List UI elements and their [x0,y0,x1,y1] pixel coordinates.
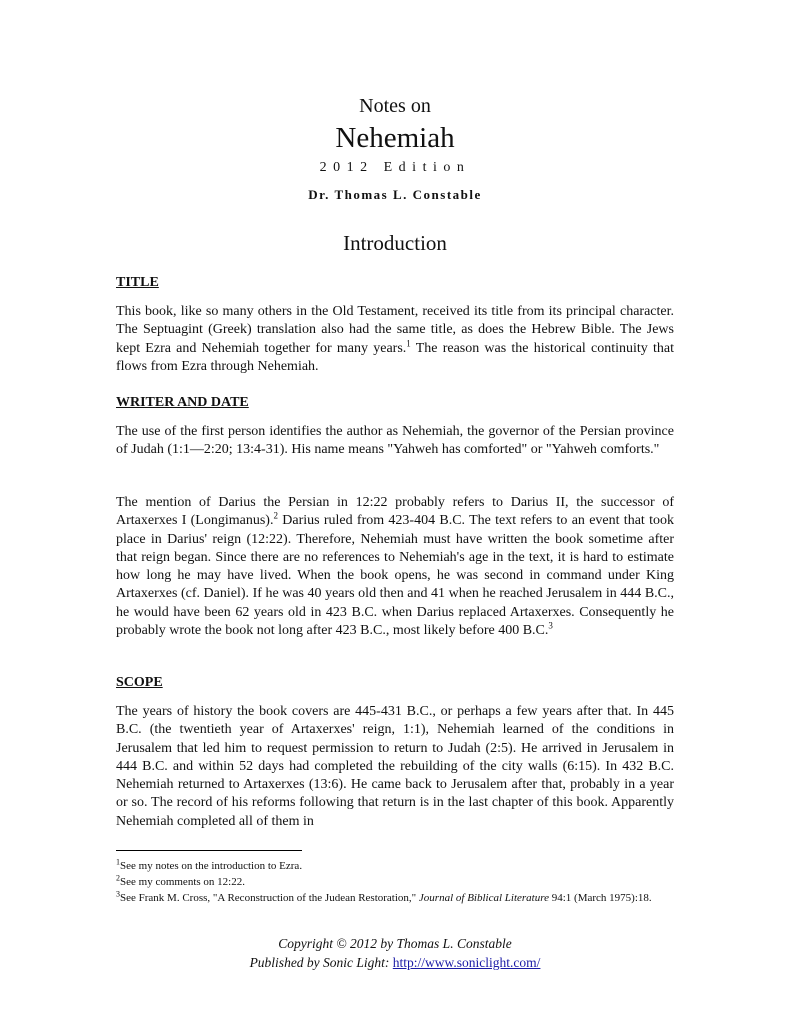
copyright-line: Copyright © 2012 by Thomas L. Constable [278,936,512,951]
text-run: Darius ruled from 423-404 B.C. The text refers to an event that took place in Darius' reign (12:22). Therefore, Nehemiah must have written the book sometime after that reign began. Since there are no references to Nehemiah's age in the text, it is hard to estimate how long he may have lived. When the book opens, he was second in command under King Artaxerxes (cf. Daniel). If he was 40 years old then and 41 when he reached Jerusalem in 444 B.C., he would have been 62 years old in 423 B.C. when Darius replaced Artaxerxes. Consequently he probably wrote the book not long after 423 B.C., most likely before 400 B.C. [116,513,674,639]
footnote-3 [116,891,674,907]
journal-title: Journal of Biblical Literature [418,892,549,904]
footnote-divider [116,850,302,851]
footnote-ref-1[interactable]: 1 [406,337,411,348]
footnote-2 [116,875,674,891]
scope-paragraph: The years of history the book covers are 445-431 B.C., or perhaps a few years after that. In 445 B.C. (the twentieth year of Artaxerxes' reign, 1:1), Nehemiah learned of the conditions in Jerusalem that led him to request permission to return to Judah (2:5). He arrived in Jerusalem in 444 B.C. and within 52 days had completed the rebuilding of the city walls (6:15). In 432 B.C. Nehemiah returned to Artaxerxes (13:6). He came back to Jerusalem after that, probably in a year or so. The record of his reforms following that return is in the last chapter of this book. Apparently Nehemiah completed all of them in [116,704,674,829]
section-title: Introduction [343,231,447,255]
website-link[interactable]: http://www.soniclight.com/ [392,955,541,970]
footnote-ref-3[interactable]: 3 [548,620,553,631]
heading-scope: SCOPE [116,675,163,690]
book-title: Nehemiah [335,122,455,154]
footnote-1 [116,859,674,875]
footnote-number: 2 [116,873,120,883]
edition-label: 2012 Edition [319,160,471,175]
footnote-text: See my notes on the introduction to Ezra. [120,860,303,872]
writer-paragraph-1: The use of the first person identifies the author as Nehemiah, the governor of the Persian province of Judah (1:1—2:20; 13:4-31). His name means "Yahweh has comforted" or "Yahweh comforts." [116,424,674,458]
text-run: The mention of Darius the Persian in 12:22 probably refers to Darius II, the successor of Artaxerxes I (Longimanus). [116,495,674,529]
text-run: This book, like so many others in the Old Testament, received its title from its principal character. The Septuagint (Greek) translation also had the same title, as does the Hebrew Bible. The Jews kept Ezra and Nehemiah together for many years. [116,304,674,356]
footnote-text: See my comments on 12:22. [120,876,245,888]
footnote-text: 94:1 (March 1975):18. [548,892,652,904]
heading-title: TITLE [116,275,159,290]
author-name: Dr. Thomas L. Constable [308,187,482,202]
footnote-number: 1 [116,857,120,867]
published-prefix: Published by Sonic Light: [249,955,393,970]
title-paragraph [116,303,674,376]
published-line [116,953,674,972]
text-run: The reason was the historical continuity that flows from Ezra through Nehemiah. [116,340,674,374]
footnote-number: 3 [116,889,120,899]
footnote-text: See Frank M. Cross, "A Reconstruction of the Judean Restoration," [120,892,419,904]
notes-on-label: Notes on [359,95,431,117]
writer-paragraph-2 [116,494,674,640]
footnote-ref-2[interactable]: 2 [273,510,278,521]
heading-writer-and-date: WRITER AND DATE [116,395,249,410]
